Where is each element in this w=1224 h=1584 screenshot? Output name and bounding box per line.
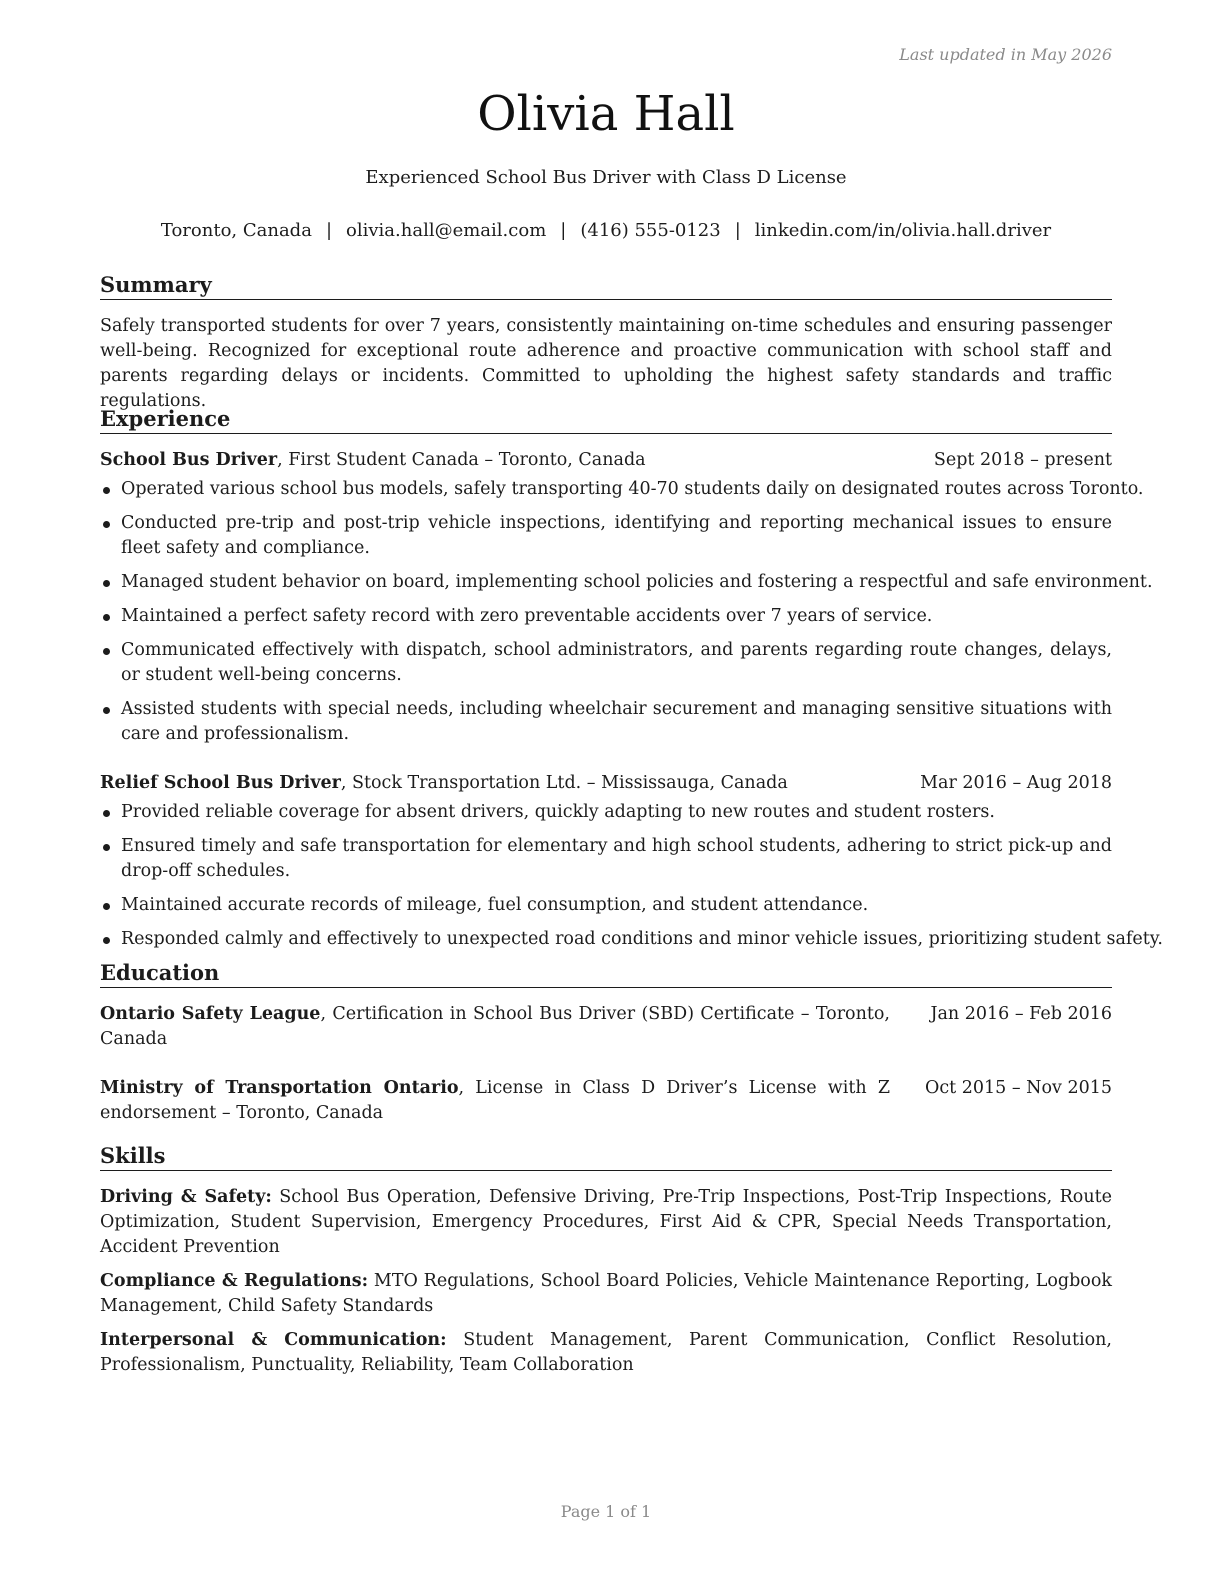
job-bullets bbox=[100, 477, 1153, 747]
job-role: Relief School Bus Driver bbox=[100, 773, 341, 793]
education-institution: Ontario Safety League bbox=[100, 1004, 321, 1024]
job-entry bbox=[100, 771, 1163, 952]
education-section bbox=[100, 960, 1112, 1126]
job-header bbox=[100, 771, 1112, 796]
skills-section bbox=[100, 1143, 1112, 1387]
job-org: , First Student Canada – Toronto, Canada bbox=[277, 450, 646, 470]
contact-separator: | bbox=[734, 220, 741, 241]
contact-separator: | bbox=[560, 220, 567, 241]
skill-group-items: School Bus Operation, Defensive Driving, Pre-Trip Inspections, Post-Trip Inspections, Route Optimization, Student Supervision, Emergency Procedures, First Aid & CPR, Special Needs Transportation, Accident Prevention bbox=[100, 1187, 1112, 1257]
skill-group-items: Student Management, Parent Communication, Conflict Resolution, Professionalism, Punctuality, Reliability, Team Collaboration bbox=[100, 1330, 1112, 1375]
education-text bbox=[100, 1076, 890, 1126]
bullet-item: Communicated effectively with dispatch, school administrators, and parents regarding route changes, delays, or student well-being concerns. bbox=[100, 638, 1112, 688]
resume-page bbox=[100, 0, 1163, 1584]
contact-line bbox=[100, 220, 1112, 241]
contact-phone-link[interactable]: (416) 555-0123 bbox=[580, 220, 721, 241]
contact-location: Toronto, Canada bbox=[160, 220, 312, 241]
job-header bbox=[100, 448, 1112, 473]
bullet-item: Maintained a perfect safety record with zero preventable accidents over 7 years of service. bbox=[100, 604, 1112, 629]
job-dates: Sept 2018 – present bbox=[933, 450, 1112, 470]
skill-group-items: MTO Regulations, School Board Policies, Vehicle Maintenance Reporting, Logbook Management, Child Safety Standards bbox=[100, 1271, 1112, 1316]
skill-group bbox=[100, 1185, 1112, 1260]
skill-group bbox=[100, 1328, 1112, 1378]
summary-section bbox=[100, 272, 1112, 414]
contact-email-link[interactable]: olivia.hall@email.com bbox=[346, 220, 547, 241]
skill-group bbox=[100, 1269, 1112, 1319]
section-title-skills: Skills bbox=[100, 1143, 1112, 1171]
section-title-education: Education bbox=[100, 960, 1112, 988]
contact-linkedin-link[interactable]: linkedin.com/in/olivia.hall.driver bbox=[754, 220, 1052, 241]
section-title-experience: Experience bbox=[100, 406, 1112, 434]
contact-separator: | bbox=[325, 220, 333, 241]
bullet-item: Conducted pre-trip and post-trip vehicle inspections, identifying and reporting mechanical issues to ensure fleet safety and compliance. bbox=[100, 511, 1112, 561]
education-dates: Oct 2015 – Nov 2015 bbox=[925, 1078, 1112, 1098]
job-dates: Mar 2016 – Aug 2018 bbox=[920, 773, 1112, 793]
job-entry bbox=[100, 448, 1153, 747]
skill-group-label: Driving & Safety: bbox=[100, 1187, 272, 1207]
bullet-item: Maintained accurate records of mileage, fuel consumption, and student attendance. bbox=[100, 893, 1112, 918]
experience-section bbox=[100, 406, 1163, 961]
summary-text: Safely transported students for over 7 years, consistently maintaining on-time schedules and ensuring passenger well-being. Recognized for exceptional route adherence and proactive communication with school staff and parents regarding delays or incidents. Committed to upholding the highest safety standards and traffic regulations. bbox=[100, 316, 1112, 411]
bullet-item: Ensured timely and safe transportation for elementary and high school students, adhering to strict pick-up and drop-off schedules. bbox=[100, 834, 1112, 884]
job-role: School Bus Driver bbox=[100, 450, 278, 470]
education-detail: , License in Class D Driver’s License with Z endorsement – Toronto, Canada bbox=[100, 1078, 890, 1123]
bullet-item: Managed student behavior on board, implementing school policies and fostering a respectful and safe environment. bbox=[100, 570, 1112, 595]
education-institution: Ministry of Transportation Ontario bbox=[100, 1078, 459, 1098]
page-number: Page 1 of 1 bbox=[560, 1502, 652, 1521]
headline: Experienced School Bus Driver with Class D License bbox=[365, 167, 847, 188]
education-entry bbox=[100, 1076, 1112, 1126]
skill-group-label: Interpersonal & Communication: bbox=[100, 1330, 447, 1350]
last-updated-note: Last updated in May 2026 bbox=[899, 45, 1112, 64]
bullet-item: Operated various school bus models, safely transporting 40-70 students daily on designated routes across Toronto. bbox=[100, 477, 1112, 502]
skill-group-label: Compliance & Regulations: bbox=[100, 1271, 369, 1291]
bullet-item: Provided reliable coverage for absent drivers, quickly adapting to new routes and student rosters. bbox=[100, 800, 1112, 825]
education-detail: , Certification in School Bus Driver (SBD) Certificate – Toronto, Canada bbox=[100, 1004, 890, 1049]
section-title-summary: Summary bbox=[100, 272, 1112, 300]
education-text bbox=[100, 1002, 890, 1052]
education-dates: Jan 2016 – Feb 2016 bbox=[930, 1004, 1112, 1024]
bullet-item: Responded calmly and effectively to unexpected road conditions and minor vehicle issues, prioritizing student safety. bbox=[100, 927, 1112, 952]
bullet-item: Assisted students with special needs, including wheelchair securement and managing sensitive situations with care and professionalism. bbox=[100, 697, 1112, 747]
job-org: , Stock Transportation Ltd. – Mississauga, Canada bbox=[340, 773, 788, 793]
candidate-name: Olivia Hall bbox=[477, 86, 735, 142]
education-entry bbox=[100, 1002, 1112, 1052]
job-bullets bbox=[100, 800, 1163, 952]
